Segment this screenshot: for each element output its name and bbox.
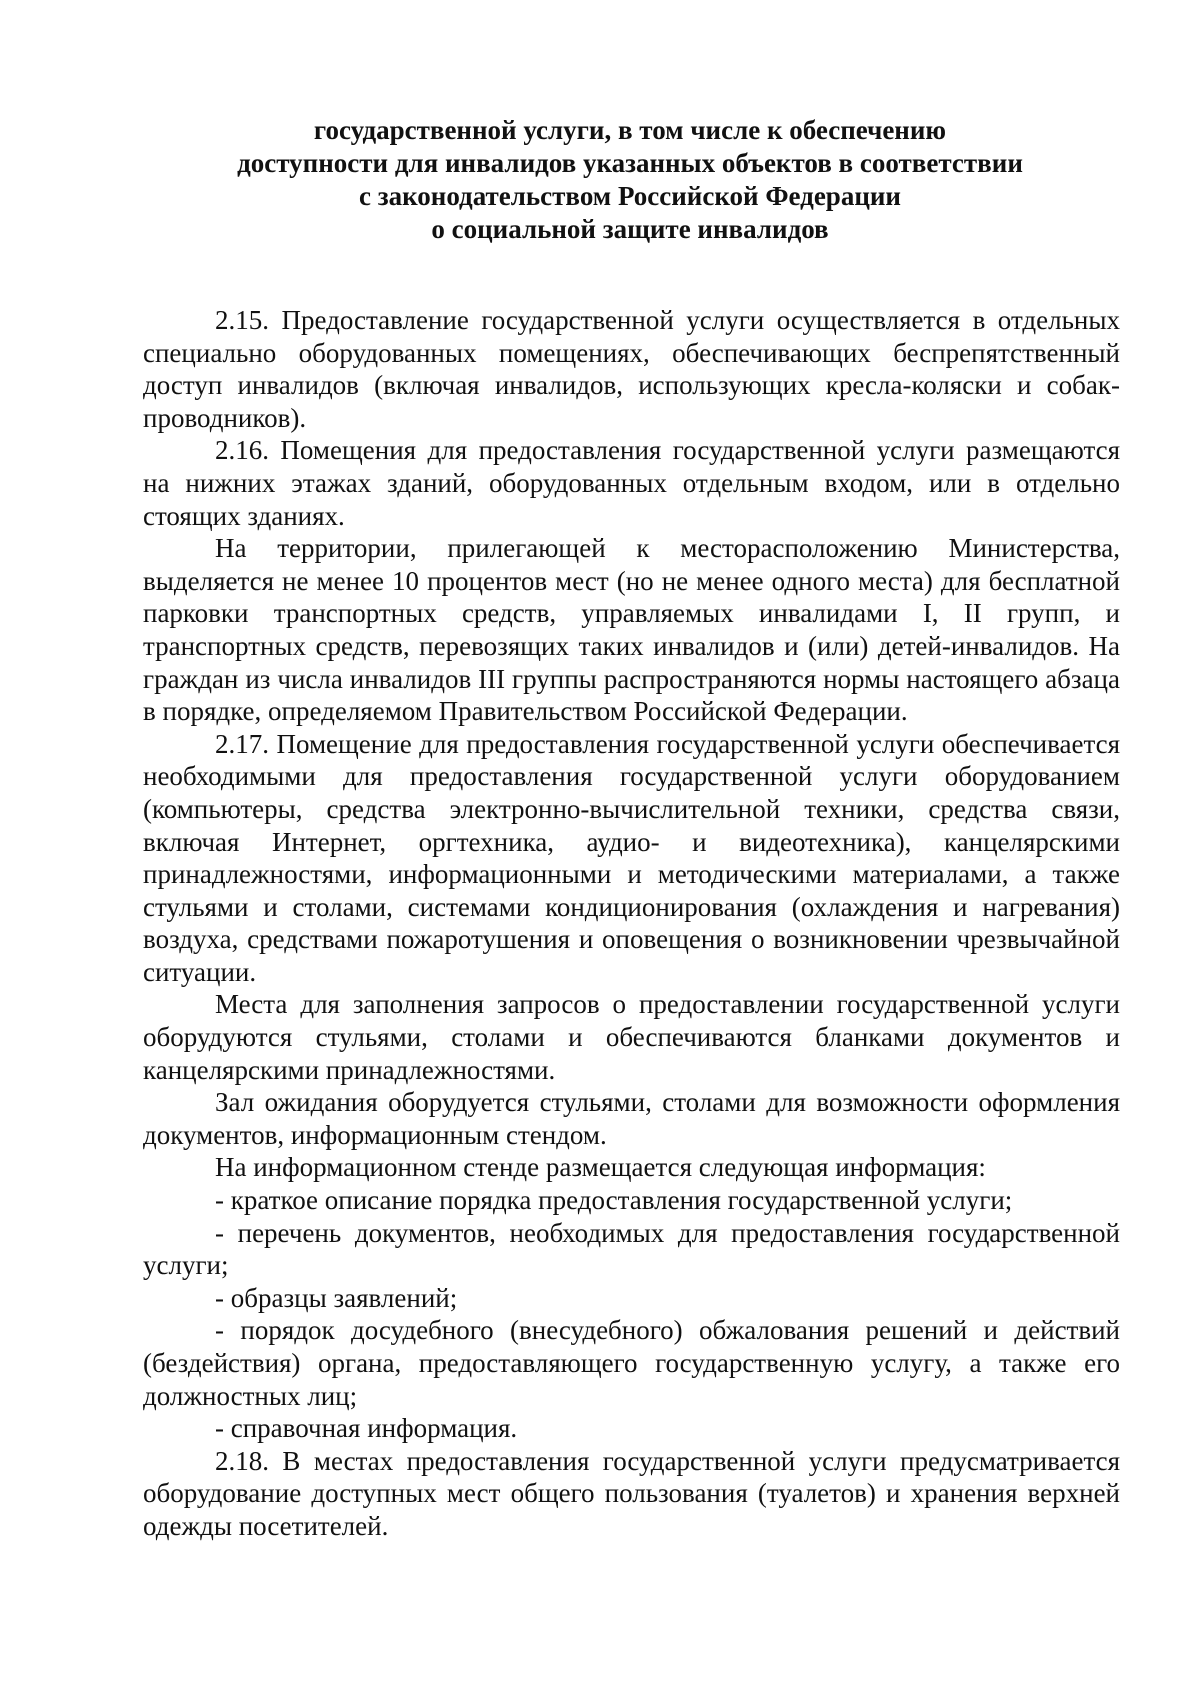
heading-line: доступности для инвалидов указанных объектов в соответствии bbox=[237, 148, 1023, 178]
document-body bbox=[143, 304, 1120, 1543]
list-item: - справочная информация. bbox=[215, 1413, 518, 1444]
list-item: - порядок досудебного (внесудебного) обжалования решений и действий (бездействия) органа, предоставляющего государственную услугу, а также его должностных лиц; bbox=[143, 1315, 1120, 1411]
paragraph-2-17: 2.17. Помещение для предоставления государственной услуги обеспечивается необходимыми для предоставления государственной услуги оборудованием (компьютеры, средства электронно-вычислительной техники, средства связи, включая Интернет, оргтехника, аудио- и видеотехника), канцелярскими принадлежностями, информационными и методическими материалами, а также стульями и столами, системами кондиционирования (охлаждения и нагревания) воздуха, средствами пожаротушения и оповещения о возникновении чрезвычайной ситуации. bbox=[143, 728, 1120, 987]
paragraph-2-15: 2.15. Предоставление государственной услуги осуществляется в отдельных специально оборудованных помещениях, обеспечивающих беспрепятственный доступ инвалидов (включая инвалидов, использующих кресла-коляски и собак-проводников). bbox=[143, 305, 1120, 433]
list-item: - перечень документов, необходимых для предоставления государственной услуги; bbox=[143, 1217, 1120, 1281]
paragraph-parking: На территории, прилегающей к месторасположению Министерства, выделяется не менее 10 процентов мест (но не менее одного места) для бесплатной парковки транспортных средств, управляемых инвалидами I, II групп, и транспортных средств, перевозящих таких инвалидов и (или) детей-инвалидов. На граждан из числа инвалидов III группы распространяются нормы настоящего абзаца в порядке, определяемом Правительством Российской Федерации. bbox=[143, 533, 1120, 727]
list-item: - краткое описание порядка предоставления государственной услуги; bbox=[215, 1185, 1013, 1216]
paragraph-2-18: 2.18. В местах предоставления государственной услуги предусматривается оборудование доступных мест общего пользования (туалетов) и хранения верхней одежды посетителей. bbox=[143, 1445, 1120, 1541]
heading-line: государственной услуги, в том числе к обеспечению bbox=[313, 115, 947, 145]
heading-line: с законодательством Российской Федерации bbox=[358, 181, 901, 211]
section-heading bbox=[140, 114, 1120, 246]
paragraph-2-16: 2.16. Помещения для предоставления государственной услуги размещаются на нижних этажах зданий, оборудованных отдельным входом, или в отдельно стоящих зданиях. bbox=[143, 435, 1120, 531]
heading-line: о социальной защите инвалидов bbox=[431, 214, 829, 244]
paragraph-info-stand: На информационном стенде размещается следующая информация: bbox=[215, 1152, 986, 1183]
paragraph-request-places: Места для заполнения запросов о предоставлении государственной услуги оборудуются стульями, столами и обеспечиваются бланками документов и канцелярскими принадлежностями. bbox=[143, 989, 1120, 1085]
paragraph-waiting-hall: Зал ожидания оборудуется стульями, столами для возможности оформления документов, информационным стендом. bbox=[143, 1087, 1120, 1150]
list-item: - образцы заявлений; bbox=[215, 1282, 458, 1313]
